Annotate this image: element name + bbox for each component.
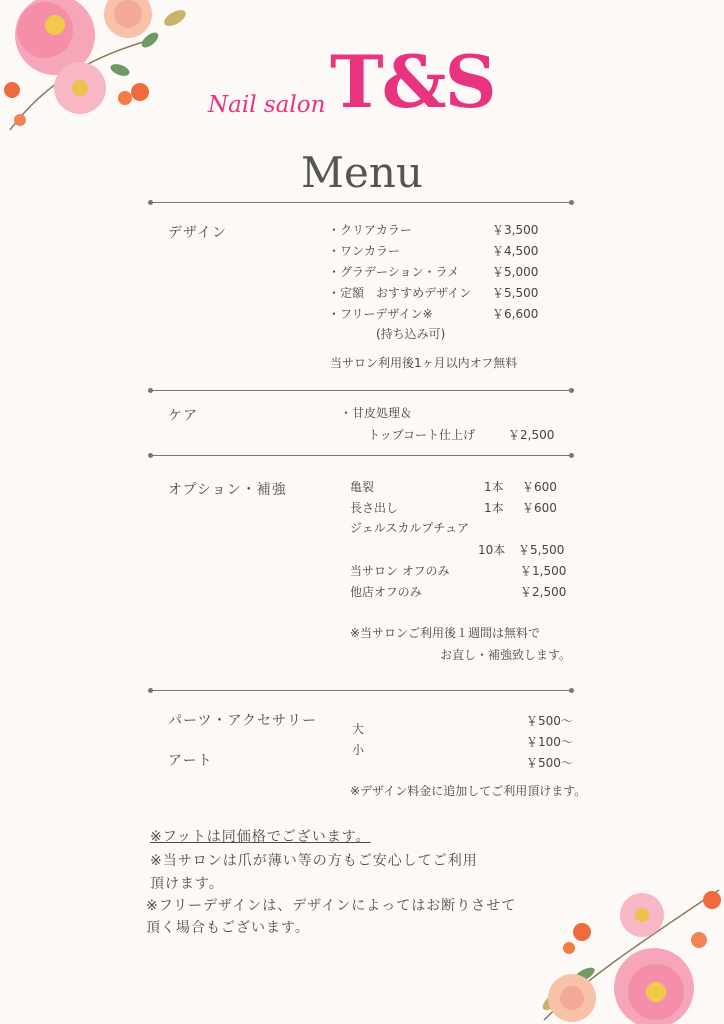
section-heading-care: ケア	[168, 408, 198, 424]
design-item-name: ・グラデーション・ラメ	[328, 265, 460, 279]
design-item-price: ￥6,600	[492, 307, 539, 321]
design-item-price: ￥5,000	[492, 265, 539, 279]
divider	[150, 202, 572, 203]
section-heading-art: アート	[168, 753, 213, 769]
design-item-name: ・クリアカラー	[328, 223, 412, 237]
design-item-price: ￥3,500	[492, 223, 539, 237]
art-price: ￥500〜	[526, 756, 573, 770]
option-item-price: ￥1,500	[520, 564, 567, 578]
parts-size-small: 小	[352, 743, 365, 757]
option-item-name: ジェルスカルプチュア	[350, 521, 470, 535]
section-heading-option: オプション・補強	[168, 482, 287, 498]
option-note: ※当サロンご利用後１週間は無料で	[350, 626, 541, 640]
section-heading-parts: パーツ・アクセサリー	[168, 713, 318, 729]
option-item-name: 当サロン オフのみ	[350, 564, 450, 578]
parts-note: ※デザイン料金に追加してご利用頂けます。	[350, 784, 587, 798]
design-item-price: ￥4,500	[492, 244, 539, 258]
option-item-price: ￥5,500	[518, 543, 565, 557]
section-heading-design: デザイン	[168, 225, 228, 241]
footer-note: ※フリーデザインは、デザインによってはお断りさせて	[146, 898, 517, 914]
option-item-price: ￥2,500	[520, 585, 567, 599]
option-item-name: 他店オフのみ	[350, 585, 422, 599]
care-item-line2: トップコート仕上げ	[368, 428, 476, 442]
option-item-price: ￥600	[522, 501, 557, 515]
page-title: Menu	[301, 148, 423, 197]
option-item-qty: 10本	[478, 543, 506, 557]
option-item-qty: 1本	[484, 501, 504, 515]
parts-size-large: 大	[352, 722, 365, 736]
option-note: お直し・補強致します。	[440, 648, 572, 662]
parts-price: ￥100〜	[526, 735, 573, 749]
footer-note: ※当サロンは爪が薄い等の方もご安心してご利用	[150, 853, 478, 869]
floral-decoration-bottom-right	[524, 880, 724, 1024]
option-item-qty: 1本	[484, 480, 504, 494]
design-item-name: ・ワンカラー	[328, 244, 401, 258]
option-item-name: 亀裂	[350, 480, 375, 494]
design-note: 当サロン利用後1ヶ月以内オフ無料	[330, 356, 518, 370]
care-item-line1: ・甘皮処理＆	[340, 406, 413, 420]
divider	[150, 390, 572, 391]
footer-note: 頂けます。	[150, 876, 224, 892]
design-item-name: ・フリーデザイン※	[328, 307, 433, 321]
care-item-price: ￥2,500	[508, 428, 555, 442]
option-item-name: 長さ出し	[350, 501, 399, 515]
option-item-price: ￥600	[522, 480, 557, 494]
brand-logo: T&S	[330, 39, 495, 124]
design-item-subnote: (持ち込み可)	[376, 327, 446, 341]
design-item-name: ・定額 おすすめデザイン	[328, 286, 472, 300]
parts-price: ￥500〜	[526, 714, 573, 728]
footer-note: ※フットは同価格でございます。	[150, 829, 371, 845]
footer-note: 頂く場合もございます。	[146, 920, 310, 936]
brand-script: Nail salon	[208, 92, 326, 118]
divider	[150, 455, 572, 456]
floral-decoration-top-left	[0, 0, 200, 140]
design-item-price: ￥5,500	[492, 286, 539, 300]
divider	[150, 690, 572, 691]
